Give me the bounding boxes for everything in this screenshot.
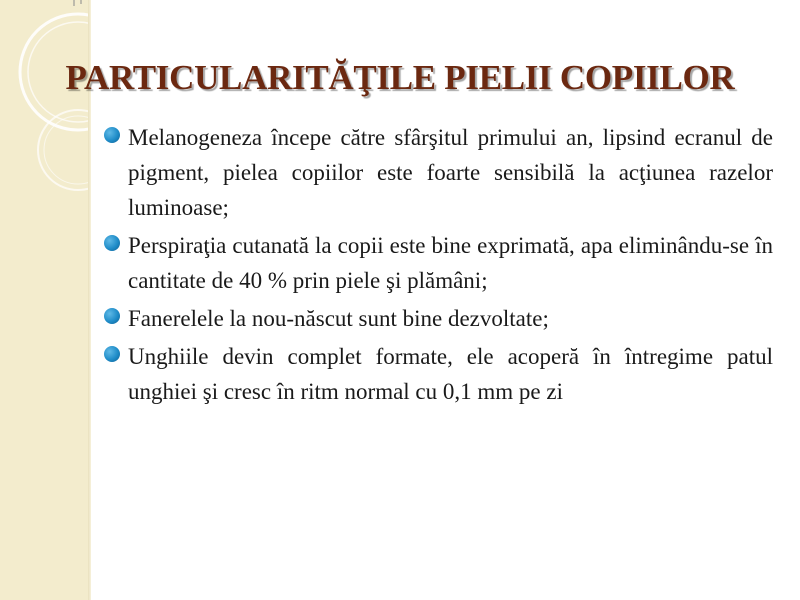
slide-title: PARTICULARITĂŢILE PIELII COPIILOR: [65, 58, 735, 97]
bullet-item-fanerelele: [103, 301, 773, 336]
bullet-line: lipsind ecranul de pigment, pielea copiilor este foarte: [128, 125, 774, 185]
bullet-item-melanogeneza: [103, 120, 773, 225]
bullet-line: plămâni;: [407, 268, 488, 293]
bullet-line: întregime patul unghiei şi cresc în ritm normal cu: [128, 344, 773, 404]
bullet-text: [128, 120, 773, 225]
bullet-line: sensibilă la acţiunea razelor luminoase;: [128, 160, 773, 220]
bullet-line: Unghiile devin complet formate, ele acoperă în: [128, 344, 611, 369]
bullet-item-perspiratia: [103, 228, 773, 298]
bullet-line: 0,1 mm pe zi: [442, 379, 563, 404]
bullet-text: [128, 228, 773, 298]
bullet-list: [103, 120, 773, 412]
bullet-dot-icon: [104, 346, 120, 362]
bullet-item-unghiile: [103, 339, 773, 409]
bullet-line: Fanerelele la nou-născut sunt bine dezvoltate;: [128, 306, 549, 331]
decorative-circles-icon: [0, 0, 90, 200]
bullet-dot-icon: [104, 308, 120, 324]
corner-mark-icon: [72, 0, 90, 10]
bullet-line: Melanogeneza începe către sfârşitul primului an,: [128, 125, 594, 150]
bullet-text: [128, 339, 773, 409]
bullet-dot-icon: [104, 235, 120, 251]
bullet-line: Perspiraţia cutanată la copii este bine exprimată, apa: [128, 233, 613, 258]
bullet-line: eliminându-se în cantitate de 40 % prin piele şi: [128, 233, 773, 293]
bullet-dot-icon: [104, 127, 120, 143]
bullet-text: [128, 301, 773, 336]
